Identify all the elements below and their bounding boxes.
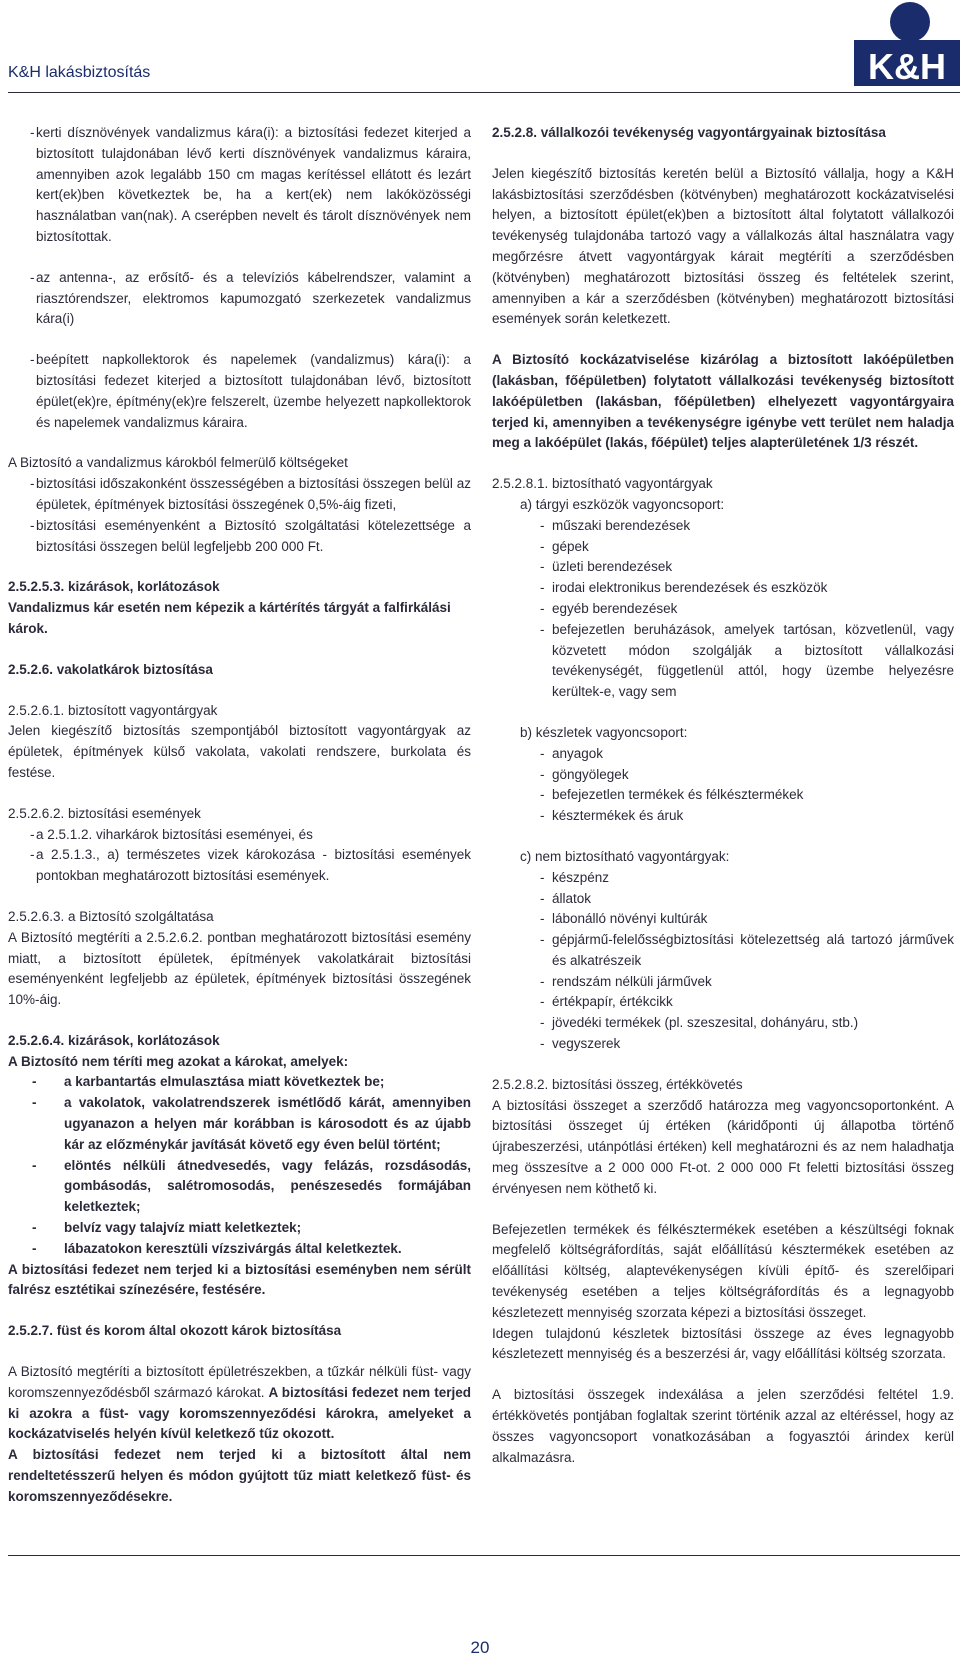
list-item: - gépjármű-felelősségbiztosítási kötelezettség alá tartozó járművek és alkatrészeik [492,930,954,972]
list-item: - egyéb berendezések [492,599,954,620]
text-2528-kockazat: A Biztosító kockázatviselése kizárólag a biztosított lakóépületben (lakásban, főépületben) folytatott vállalkozási tevékenység biztosított lakóépületben (lakásban, főépületben) elhelyezett vagyontárgyaira terjed ki, amennyiben a tevékenységre igénybe vett terület nem haladja meg a lakóépület (lakás, főépület) teljes alapterületének 1/3 részét. [492,352,954,451]
group-c-label: c) nem biztosítható vagyontárgyak: [520,848,730,864]
text-2527c: A biztosítási fedezet nem terjed ki a biztosított által nem rendeltetésszerű helyen és módon gyújtott tűz miatt keletkező füst- és koromszennyeződésekre. [8,1447,471,1504]
section-heading-25261: 2.5.2.6.1. biztosított vagyontárgyak [8,702,218,718]
list-item: - irodai elektronikus berendezések és eszközök [492,578,954,599]
paragraph-napkollektor: - beépített napkollektorok és napelemek (vandalizmus) kára(i): a biztosítási fedezet kiterjed a biztosított tulajdonában lévő, biztosított épület(ek)re, építmény(ek)re felszerelt, üzembe helyezett napkollektorok és napelemek vandalizmus káraira. [8,350,471,433]
list-item: - készpénz [492,868,954,889]
list-item: - vegyszerek [492,1034,954,1055]
left-column [8,123,471,1508]
section-heading-2527: 2.5.2.7. füst és korom által okozott károk biztosítása [8,1323,342,1339]
list-item: - értékpapír, értékcikk [492,992,954,1013]
list-item: - gépek [492,537,954,558]
kh-logo-icon [854,0,960,86]
document-title: K&H lakásbiztosítás [8,64,151,81]
list-item: - késztermékek és áruk [492,806,954,827]
list-item: - befejezetlen termékek és félkésztermékek [492,785,954,806]
list-item: - biztosítási időszakonként összességében a biztosítási összegen belül az épületek, építmények biztosítási összegének 0,5%-áig fizeti, [8,474,471,516]
text-befejezetlen: Befejezetlen termékek és félkésztermékek esetében a készültségi foknak megfelelő költségráfordítás, saját előállítású késztermékek esetében az előállítási költség, alaptevékenységen kívüli építő- és szerelőipari tevékenység esetében a teljes költségráfordítás és a legnagyobb készletezett mennyiség szorzata képezi a biztosítási összeget. [492,1221,954,1320]
list-item: - biztosítási eseményenként a Biztosító szolgáltatási kötelezettsége a biztosítási összegen belül legfeljebb 200 000 Ft. [8,516,471,558]
list-item: - üzleti berendezések [492,557,954,578]
list-item: - elöntés nélküli átnedvesedés, vagy felázás, rozsdásodás, gombásodás, salétromosodás, penészesedés formájában keletkeztek; [8,1156,471,1218]
section-heading-25263: 2.5.2.6.3. a Biztosító szolgáltatása [8,908,214,924]
section-heading-25264: 2.5.2.6.4. kizárások, korlátozások [8,1032,220,1048]
text-25261: Jelen kiegészítő biztosítás szempontjából biztosított vagyontárgyak az épületek, építmények külső vakolata, vakolati rendszere, burkolata és festése. [8,723,471,780]
list-item: - a karbantartás elmulasztása miatt következtek be; [8,1072,471,1093]
text-2527a: A Biztosító megtéríti a biztosított épületrészekben, a tűzkár nélküli füst- vagy koromszennyeződésből származó károkat. [8,1364,471,1400]
section-heading-2528: 2.5.2.8. vállalkozói tevékenység vagyontárgyainak biztosítása [492,125,886,140]
section-heading-25262: 2.5.2.6.2. biztosítási események [8,805,201,821]
kh-logo [854,0,960,86]
list-item: - befejezetlen beruházások, amelyek tartósan, közvetlenül, vagy közvetett módon szolgálják a biztosított vállalkozási tevékenységét, függetlenül attól, hogy üzembe helyezésre kerültek-e, vagy sem [492,620,954,703]
page-number: 20 [470,1638,490,1657]
list-item: - göngyölegek [492,765,954,786]
text-25264: A Biztosító nem téríti meg azokat a károkat, amelyek: [8,1053,349,1069]
logo-text: K&H [868,46,946,86]
list-item: - lábonálló növényi kultúrák [492,909,954,930]
text-2553: Vandalizmus kár esetén nem képezik a kártérítés tárgyát a falfirkálási károk. [8,600,451,636]
list-item: - műszaki berendezések [492,516,954,537]
footer-rule [8,1555,960,1556]
header-rule [8,92,960,93]
section-heading-25282: 2.5.2.8.2. biztosítási összeg, értékkövetés [492,1076,743,1092]
list-item: - állatok [492,889,954,910]
group-a-label: a) tárgyi eszközök vagyoncsoport: [520,496,725,512]
paragraph-kerti: - kerti dísznövények vandalizmus kára(i): a biztosítási fedezet kiterjed a biztosított tulajdonában lévő kerti dísznövények vandalizmus káraira, amennyiben azok legalább 150 cm magas kerítéssel ellátott és lezárt kert(ek)ben következtek be, ha a kert(ek) nem lakóközösségi használatban van(nak). A cserépben nevelt és tárolt dísznövények nem biztosítottak. [8,123,471,248]
list-item: - a 2.5.1.3., a) természetes vizek károkozása - biztosítási események pontokban meghatározott biztosítási események. [8,845,471,887]
list-item: - rendszám nélküli járművek [492,972,954,993]
text-idegen: Idegen tulajdonú készletek biztosítási összege az éves legnagyobb készletezett mennyiség és a beszerzési ár, vagy előállítási költség szorzata. [492,1325,954,1362]
list-item: - belvíz vagy talajvíz miatt keletkeztek; [8,1218,471,1239]
text-2527b: A biztosítási fedezet nem terjed ki azokra a füst- vagy koromszennyeződési károkra, amelyeket a kockázatviselés helyén kívül keletkező tűz okozott. [8,1384,471,1442]
list-item: - a 2.5.1.2. viharkárok biztosítási eseményei, és [8,825,471,846]
list-item: - lábazatokon keresztüli vízszivárgás által keletkeztek. [8,1239,471,1260]
text-2528: Jelen kiegészítő biztosítás keretén belül a Biztosító vállalja, hogy a K&H lakásbiztosítási szerződésben (kötvényben) meghatározott kockázatviselési helyen, a biztosított épület(ek)ben a biztosított által folytatott vállalkozói tevékenység tulajdonába tartozó vagy a vállalkozás által használatra vagy megőrzésre átvett vagyontárgyak kárait megtéríti a szerződésben (kötvényben) meghatározott biztosítási összeg és feltételek szerint, amennyiben a kár a szerződésben (kötvényben) meghatározott biztosítási események során keletkezett. [492,165,954,327]
group-b-label: b) készletek vagyoncsoport: [520,724,688,740]
section-heading-2526: 2.5.2.6. vakolatkárok biztosítása [8,661,213,677]
list-item: - a vakolatok, vakolatrendszerek ismétlődő kárát, amennyiben ugyanazon a helyen már korábban is károsodott és az újabb kár az előzménykár javítását követő egy éven belül történt; [8,1093,471,1155]
list-item: - jövedéki termékek (pl. szeszesital, dohányáru, stb.) [492,1013,954,1034]
text-25282: A biztosítási összeget a szerződő határozza meg vagyoncsoportonként. A biztosítási összeget új értéken (káridőponti új állapotba történő újrabeszerzési, utánpótlási értéken) kell meghatározni és az nem haladhatja meg összesítve a 2 000 000 Ft-ot. 2 000 000 Ft feletti biztosítási összeg érvényesen nem köthető ki. [492,1097,954,1196]
text-25263: A Biztosító megtéríti a 2.5.2.6.2. pontban meghatározott biztosítási esemény miatt, a biztosított épületek, építmények vakolatkárait biztosítási eseményenként legfeljebb az épületek, építmények biztosítási összegének 10%-áig. [8,929,471,1008]
text-2527 [8,1362,471,1445]
section-heading-25281: 2.5.2.8.1. biztosítható vagyontárgyak [492,476,713,492]
vandalizmus-intro: A Biztosító a vandalizmus károkból felmerülő költségeket [8,455,348,471]
text-indexalas: A biztosítási összegek indexálása a jelen szerződési feltétel 1.9. értékkövetés pontjában foglaltak szerint történik azzal az eltéréssel, hogy az összes vagyoncsoport vonatkozásában a fogyasztói árindex kerül alkalmazásra. [492,1387,954,1465]
list-item: - anyagok [492,744,954,765]
paragraph-antenna: - az antenna-, az erősítő- és a televíziós kábelrendszer, valamint a riasztórendszer, elektromos kapumozgató szerkezetek vandalizmus kára(i) [8,268,471,330]
right-column [492,123,954,1468]
text-25264-end: A biztosítási fedezet nem terjed ki a biztosítási eseményben nem sérült falrész esztétikai színezésére, festésére. [8,1261,471,1298]
section-heading-2553: 2.5.2.5.3. kizárások, korlátozások [8,579,220,595]
